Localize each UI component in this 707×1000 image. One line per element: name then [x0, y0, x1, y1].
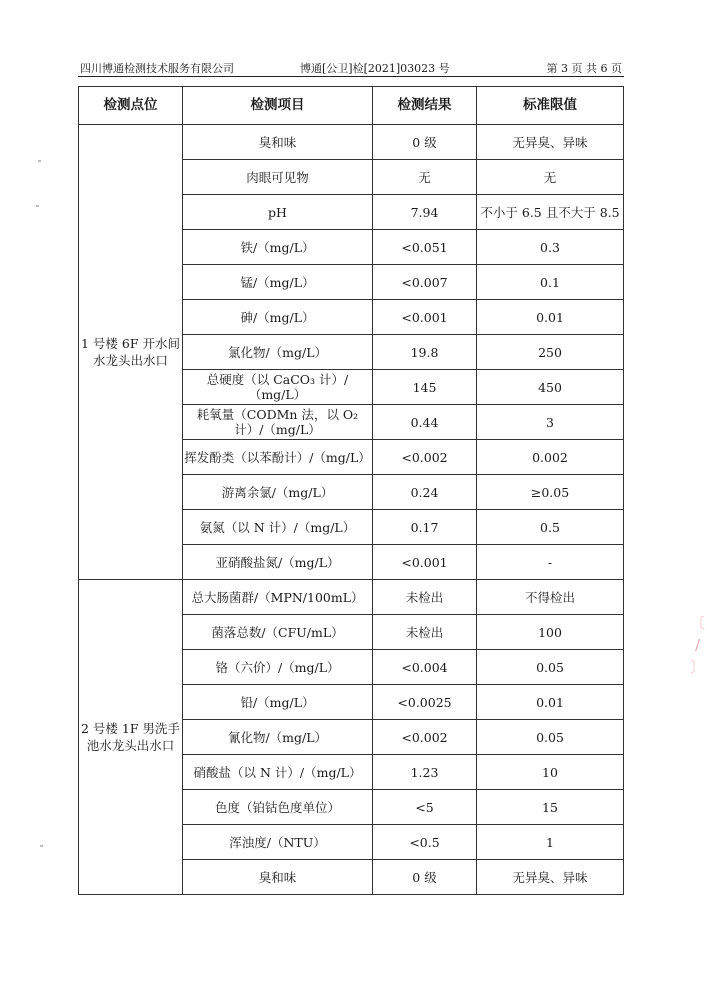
table-row [79, 125, 624, 160]
limit-cell: 100 [477, 615, 624, 650]
location-cell: 1 号楼 6F 开水间水龙头出水口 [79, 125, 183, 580]
result-cell: <0.0025 [373, 685, 477, 720]
item-cell: 总硬度（以 CaCO₃ 计）/（mg/L） [183, 370, 373, 405]
limit-cell: 不得检出 [477, 580, 624, 615]
column-header-location: 检测点位 [79, 87, 183, 125]
table-header-row [79, 87, 624, 125]
item-cell: 菌落总数/（CFU/mL） [183, 615, 373, 650]
result-cell: <0.002 [373, 720, 477, 755]
result-cell: <0.004 [373, 650, 477, 685]
item-cell: 氨氮（以 N 计）/（mg/L） [183, 510, 373, 545]
item-cell: 铅/（mg/L） [183, 685, 373, 720]
limit-cell: 无 [477, 160, 624, 195]
item-cell: 亚硝酸盐氮/（mg/L） [183, 545, 373, 580]
item-cell: 挥发酚类（以苯酚计）/（mg/L） [183, 440, 373, 475]
limit-cell: 0.002 [477, 440, 624, 475]
page-number: 第 3 页 共 6 页 [546, 62, 622, 75]
limit-cell: 0.01 [477, 300, 624, 335]
table-row [79, 580, 624, 615]
item-cell: 臭和味 [183, 125, 373, 160]
item-cell: 砷/（mg/L） [183, 300, 373, 335]
result-cell: <0.002 [373, 440, 477, 475]
limit-cell: 0.3 [477, 230, 624, 265]
result-cell: 0 级 [373, 125, 477, 160]
result-cell: 未检出 [373, 615, 477, 650]
item-cell: 浑浊度/（NTU） [183, 825, 373, 860]
limit-cell: 0.1 [477, 265, 624, 300]
limit-cell: 0.5 [477, 510, 624, 545]
result-cell: 未检出 [373, 580, 477, 615]
page-header [78, 58, 624, 77]
column-header-item: 检测项目 [183, 87, 373, 125]
result-cell: <5 [373, 790, 477, 825]
limit-cell: 无异臭、异味 [477, 125, 624, 160]
company-name: 四川博通检测技术服务有限公司 [80, 62, 234, 75]
column-header-limit: 标准限值 [477, 87, 624, 125]
column-header-result: 检测结果 [373, 87, 477, 125]
scan-speck [40, 845, 43, 847]
item-cell: pH [183, 195, 373, 230]
result-cell: 0.17 [373, 510, 477, 545]
limit-cell: ≥0.05 [477, 475, 624, 510]
item-cell: 氯化物/（mg/L） [183, 335, 373, 370]
result-cell: <0.007 [373, 265, 477, 300]
result-cell: <0.051 [373, 230, 477, 265]
item-cell: 锰/（mg/L） [183, 265, 373, 300]
limit-cell: 不小于 6.5 且不大于 8.5 [477, 195, 624, 230]
item-cell: 色度（铂钴色度单位） [183, 790, 373, 825]
limit-cell: 10 [477, 755, 624, 790]
item-cell: 氰化物/（mg/L） [183, 720, 373, 755]
test-results-table [78, 86, 624, 895]
result-cell: 19.8 [373, 335, 477, 370]
limit-cell: 1 [477, 825, 624, 860]
table-body [79, 125, 624, 895]
report-number: 博通[公卫]检[2021]03023 号 [300, 62, 450, 75]
result-cell: 145 [373, 370, 477, 405]
limit-cell: 无异臭、异味 [477, 860, 624, 895]
scan-speck [38, 160, 41, 162]
result-cell: 7.94 [373, 195, 477, 230]
item-cell: 游离余氯/（mg/L） [183, 475, 373, 510]
result-cell: <0.001 [373, 300, 477, 335]
item-cell: 铬（六价）/（mg/L） [183, 650, 373, 685]
item-cell: 硝酸盐（以 N 计）/（mg/L） [183, 755, 373, 790]
result-cell: 无 [373, 160, 477, 195]
limit-cell: 0.05 [477, 720, 624, 755]
limit-cell: 15 [477, 790, 624, 825]
limit-cell: 0.05 [477, 650, 624, 685]
result-cell: 0 级 [373, 860, 477, 895]
limit-cell: - [477, 545, 624, 580]
item-cell: 臭和味 [183, 860, 373, 895]
limit-cell: 3 [477, 405, 624, 440]
item-cell: 肉眼可见物 [183, 160, 373, 195]
limit-cell: 250 [477, 335, 624, 370]
result-cell: <0.5 [373, 825, 477, 860]
item-cell: 铁/（mg/L） [183, 230, 373, 265]
limit-cell: 0.01 [477, 685, 624, 720]
seal-stamp-fragment: 〔 / 〕 [689, 614, 705, 676]
scan-speck [36, 205, 39, 207]
result-cell: <0.001 [373, 545, 477, 580]
item-cell: 耗氧量（CODMn 法，以 O₂ 计）/（mg/L） [183, 405, 373, 440]
result-cell: 0.24 [373, 475, 477, 510]
result-cell: 0.44 [373, 405, 477, 440]
limit-cell: 450 [477, 370, 624, 405]
item-cell: 总大肠菌群/（MPN/100mL） [183, 580, 373, 615]
location-cell: 2 号楼 1F 男洗手池水龙头出水口 [79, 580, 183, 895]
result-cell: 1.23 [373, 755, 477, 790]
